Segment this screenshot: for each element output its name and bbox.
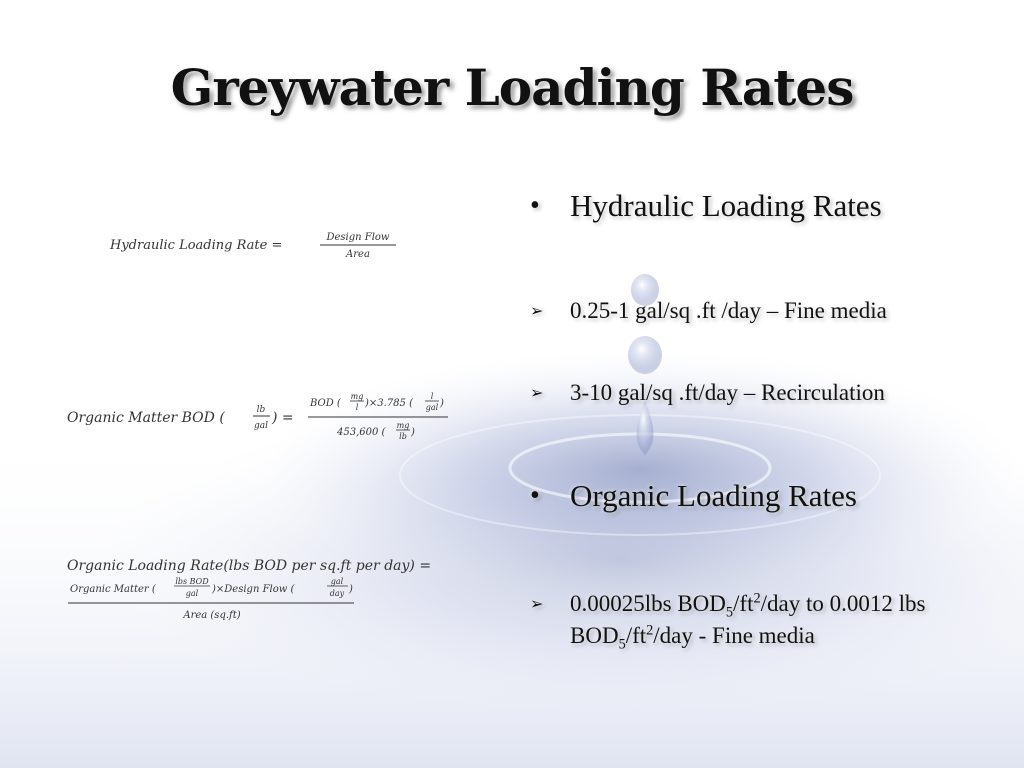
bod-eq-num-a-unit-den: l [355,403,359,412]
olr-eq-num-a-unit-num: lbs BOD [175,577,209,586]
bod-eq-num-b-unit-num: l [430,392,434,401]
arrow-bullet-icon: ➢ [530,596,544,613]
organic-rate-text: 0.00025lbs $BOD_5/ft^2$/day to 0.0012 lbs $BOD_5/ft^2$/day - Fine media [570,590,926,653]
bullet-dot-icon: • [530,480,540,511]
bod-eq-num-b-unit-den: gal [425,403,439,412]
bod-eq-num-b: )×3.785 ( [365,398,413,409]
organic-loading-rate-equation [62,548,512,628]
hydraulic-loading-equation [105,226,405,266]
olr-eq-num-b: )×Design Flow ( [212,584,295,595]
bod-eq-lhs-unit-num: lb [256,405,266,415]
bod-eq-lhs: Organic Matter BOD ( [67,410,225,426]
bod-eq-lhs-unit-den: gal [253,421,269,431]
olr-eq-num-b-close: ) [349,584,353,595]
olr-eq-denominator: Area (sq.ft) [183,610,241,621]
bod-eq-lhs-close: ) = [272,410,294,426]
slide-title: Greywater Loading Rates [170,58,854,117]
olr-eq-num-a: Organic Matter ( [70,584,156,595]
olr-eq-line1: Organic Loading Rate(lbs BOD per sq.ft per day) = [67,558,432,574]
bod-eq-den-unit-den: lb [399,432,407,441]
bod-eq-den-close: ) [411,427,415,438]
bod-eq-den-a: 453,600 ( [337,427,386,438]
hydraulic-eq-numerator: Design Flow [326,232,390,243]
olr-eq-num-b-unit-num: gal [330,577,344,586]
bod-eq-num-a-unit-num: mg [350,392,364,401]
bod-eq-num-b-close: ) [440,398,444,409]
bod-eq-den-unit-num: mg [396,421,410,430]
olr-eq-num-a-unit-den: gal [185,589,199,598]
olr-eq-num-b-unit-den: day [329,589,345,598]
arrow-bullet-icon: ➢ [530,303,544,320]
bullet-dot-icon: • [530,190,540,221]
hydraulic-eq-denominator: Area [346,249,370,260]
bod-eq-num-a: BOD ( [310,398,341,409]
hydraulic-eq-lhs: Hydraulic Loading Rate = [110,238,283,253]
organic-matter-bod-equation [62,388,462,450]
arrow-bullet-icon: ➢ [530,385,544,402]
